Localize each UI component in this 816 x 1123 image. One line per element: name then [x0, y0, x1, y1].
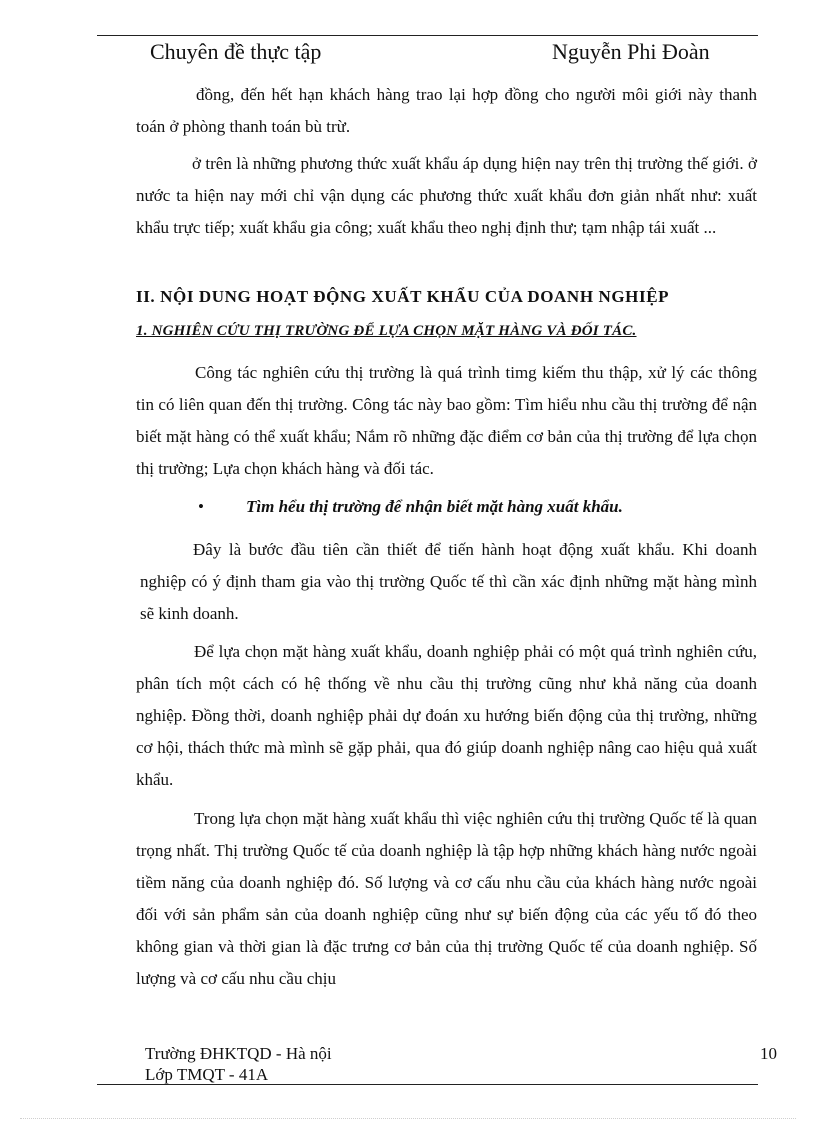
header-author: Nguyễn Phi Đoàn	[552, 39, 710, 64]
page-edge-divider	[20, 1118, 796, 1119]
paragraph-5: Để lựa chọn mặt hàng xuất khẩu, doanh nghiệp phải có một quá trình nghiên cứu, phân tích một cách có hệ thống về nhu cầu thị trường cũng như khả năng của doanh nghiệp. Đồng thời, doanh nghiệp phải dự đoán xu hướng biến động của thị trường, những cơ hội, thách thức mà mình sẽ gặp phải, qua đó giúp doanh nghiệp nâng cao hiệu quả xuất khẩu.	[136, 642, 757, 789]
paragraph-3: Công tác nghiên cứu thị trường là quá trình timg kiếm thu thập, xử lý các thông tin có liên quan đến thị trường. Công tác này bao gồm: Tìm hiểu nhu cầu thị trường để nận biết mặt hàng có thể xuất khẩu; Nắm rõ những đặc điểm cơ bản của thị trường để lựa chọn thị trường; Lựa chọn khách hàng và đối tác.	[136, 363, 757, 478]
subsection-heading: 1. NGHIÊN CỨU THỊ TRƯỜNG ĐỂ LỰA CHỌN MẶT HÀNG VÀ ĐỐI TÁC.	[136, 323, 637, 339]
paragraph-4: Đây là bước đầu tiên cần thiết để tiến hành hoạt động xuất khẩu. Khi doanh nghiệp có ý định tham gia vào thị trường Quốc tế thì cần xác định những mặt hàng mình sẽ kinh doanh.	[140, 540, 757, 623]
header-left-title: Chuyên đề thực tập	[150, 39, 322, 64]
footer-school: Trường ĐHKTQD - Hà nội	[145, 1044, 332, 1063]
footer-rule	[97, 1084, 758, 1085]
paragraph-1: đồng, đến hết hạn khách hàng trao lại hợp đồng cho người môi giới này thanh toán ở phòng thanh toán bù trừ.	[136, 85, 757, 136]
page-number: 10	[760, 1044, 777, 1063]
bullet-heading: Tìm hểu thị trường để nhận biết mặt hàng xuất khẩu.	[246, 497, 623, 516]
paragraph-2: ở trên là những phương thức xuất khẩu áp dụng hiện nay trên thị trường thế giới. ở nước ta hiện nay mới chỉ vận dụng các phương thức xuất khẩu đơn giản nhất như: xuất khẩu trực tiếp; xuất khẩu gia công; xuất khẩu theo nghị định thư; tạm nhập tái xuất ...	[136, 154, 757, 237]
footer-class: Lớp TMQT - 41A	[145, 1065, 269, 1084]
bullet-dot-icon: •	[198, 497, 204, 516]
header-rule	[97, 35, 758, 36]
section-heading: II. NỘI DUNG HOẠT ĐỘNG XUẤT KHẨU CỦA DOANH NGHIỆP	[136, 287, 670, 306]
paragraph-6: Trong lựa chọn mặt hàng xuất khẩu thì việc nghiên cứu thị trường Quốc tế là quan trọng nhất. Thị trường Quốc tế của doanh nghiệp là tập hợp những khách hàng nước ngoài tiềm năng của doanh nghiệp đó. Số lượng và cơ cấu nhu cầu của khách hàng nước ngoài đối với sản phẩm sản của doanh nghiệp cũng như sự biến động của các yếu tố đó theo không gian và thời gian là đặc trưng cơ bản của thị trường Quốc tế của doanh nghiệp. Số lượng và cơ cấu nhu cầu chịu	[136, 809, 757, 988]
